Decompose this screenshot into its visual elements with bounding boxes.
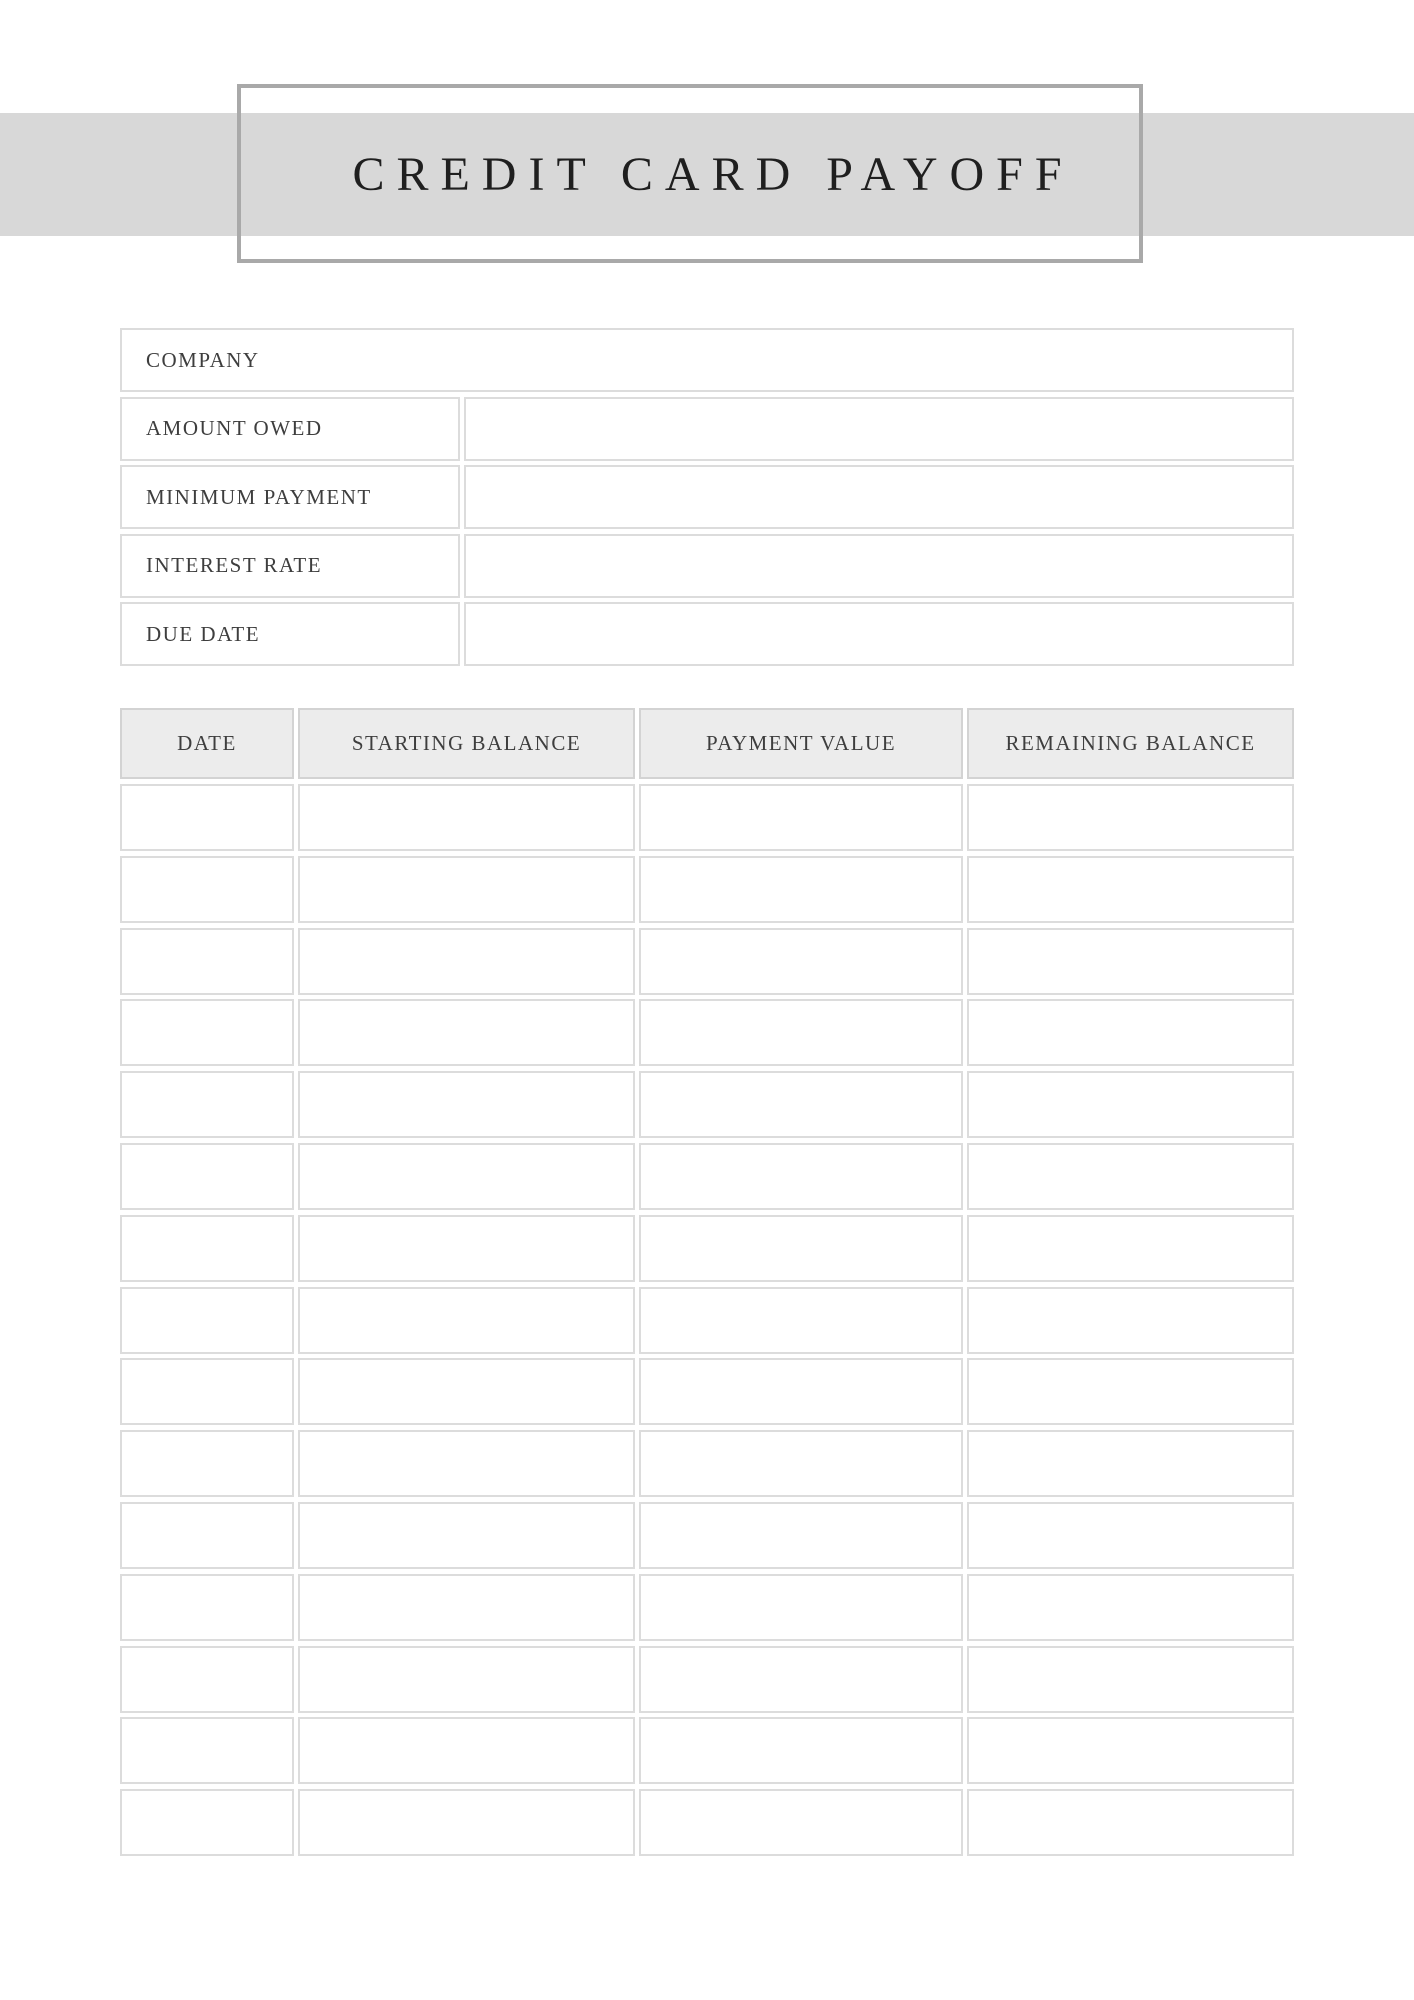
- table-row: [120, 1143, 1294, 1210]
- table-cell[interactable]: [120, 856, 294, 923]
- table-row: [120, 856, 1294, 923]
- payoff-table-header-row: [120, 708, 1294, 779]
- table-cell[interactable]: [639, 784, 963, 851]
- table-cell[interactable]: [120, 1358, 294, 1425]
- table-cell[interactable]: [639, 856, 963, 923]
- minimum-payment-label: MINIMUM PAYMENT: [146, 484, 372, 509]
- table-cell[interactable]: [967, 1574, 1294, 1641]
- table-cell[interactable]: [298, 1358, 635, 1425]
- table-cell[interactable]: [298, 1502, 635, 1569]
- table-cell[interactable]: [298, 1071, 635, 1138]
- table-row: [120, 1215, 1294, 1282]
- table-row: [120, 928, 1294, 995]
- table-cell[interactable]: [639, 1215, 963, 1282]
- table-cell[interactable]: [298, 784, 635, 851]
- info-row-amount-owed: [120, 397, 1294, 461]
- minimum-payment-field[interactable]: [464, 465, 1294, 529]
- table-cell[interactable]: [639, 1358, 963, 1425]
- table-cell[interactable]: [967, 784, 1294, 851]
- info-row-due-date: [120, 602, 1294, 666]
- table-cell[interactable]: [120, 999, 294, 1066]
- due-date-field[interactable]: [464, 602, 1294, 666]
- table-cell[interactable]: [120, 1646, 294, 1713]
- company-label: COMPANY: [146, 347, 260, 372]
- table-cell[interactable]: [639, 1071, 963, 1138]
- payoff-table: [120, 708, 1294, 1856]
- table-cell[interactable]: [298, 999, 635, 1066]
- table-cell[interactable]: [120, 1789, 294, 1856]
- table-cell[interactable]: [639, 1789, 963, 1856]
- table-cell[interactable]: [120, 1502, 294, 1569]
- table-cell[interactable]: [298, 928, 635, 995]
- table-cell[interactable]: [120, 928, 294, 995]
- table-cell[interactable]: [298, 1215, 635, 1282]
- table-cell[interactable]: [298, 1789, 635, 1856]
- table-cell[interactable]: [967, 928, 1294, 995]
- table-cell[interactable]: [967, 1287, 1294, 1354]
- table-cell[interactable]: [120, 784, 294, 851]
- table-cell[interactable]: [639, 1430, 963, 1497]
- column-header-payment-value: PAYMENT VALUE: [639, 708, 963, 779]
- payoff-table-body: [120, 784, 1294, 1856]
- table-cell[interactable]: [639, 1646, 963, 1713]
- table-cell[interactable]: [967, 1071, 1294, 1138]
- column-header-date: DATE: [120, 708, 294, 779]
- table-cell[interactable]: [639, 1717, 963, 1784]
- minimum-payment-label-cell: [120, 465, 460, 529]
- table-cell[interactable]: [120, 1071, 294, 1138]
- amount-owed-label: AMOUNT OWED: [146, 416, 323, 440]
- table-cell[interactable]: [120, 1143, 294, 1210]
- table-cell[interactable]: [967, 1143, 1294, 1210]
- table-row: [120, 1789, 1294, 1856]
- table-cell[interactable]: [639, 928, 963, 995]
- interest-rate-label-cell: [120, 534, 460, 598]
- amount-owed-field[interactable]: [464, 397, 1294, 461]
- table-cell[interactable]: [298, 1430, 635, 1497]
- table-row: [120, 1646, 1294, 1713]
- interest-rate-field[interactable]: [464, 534, 1294, 598]
- title-wrap: [0, 113, 1414, 236]
- due-date-label: DUE DATE: [146, 621, 261, 646]
- table-cell[interactable]: [967, 1502, 1294, 1569]
- account-info-table: [120, 328, 1294, 666]
- table-cell[interactable]: [298, 1143, 635, 1210]
- table-row: [120, 1574, 1294, 1641]
- table-row: [120, 1287, 1294, 1354]
- table-cell[interactable]: [120, 1430, 294, 1497]
- table-cell[interactable]: [298, 856, 635, 923]
- table-cell[interactable]: [967, 1215, 1294, 1282]
- page-title: CREDIT CARD PAYOFF: [352, 148, 1074, 201]
- info-row-interest-rate: [120, 534, 1294, 598]
- table-row: [120, 1358, 1294, 1425]
- table-cell[interactable]: [967, 999, 1294, 1066]
- table-cell[interactable]: [967, 1646, 1294, 1713]
- table-cell[interactable]: [639, 999, 963, 1066]
- table-row: [120, 1717, 1294, 1784]
- table-row: [120, 999, 1294, 1066]
- table-cell[interactable]: [120, 1215, 294, 1282]
- due-date-label-cell: [120, 602, 460, 666]
- table-cell[interactable]: [120, 1574, 294, 1641]
- table-cell[interactable]: [120, 1717, 294, 1784]
- table-cell[interactable]: [639, 1143, 963, 1210]
- table-row: [120, 1430, 1294, 1497]
- table-cell[interactable]: [639, 1287, 963, 1354]
- table-cell[interactable]: [298, 1287, 635, 1354]
- table-cell[interactable]: [120, 1287, 294, 1354]
- info-row-minimum-payment: [120, 465, 1294, 529]
- amount-owed-label-cell: [120, 397, 460, 461]
- table-cell[interactable]: [639, 1574, 963, 1641]
- column-header-starting-balance: STARTING BALANCE: [298, 708, 635, 779]
- table-cell[interactable]: [967, 1358, 1294, 1425]
- company-field[interactable]: [120, 328, 1294, 392]
- table-cell[interactable]: [298, 1717, 635, 1784]
- table-row: [120, 1071, 1294, 1138]
- table-cell[interactable]: [967, 1717, 1294, 1784]
- table-row: [120, 1502, 1294, 1569]
- table-cell[interactable]: [967, 856, 1294, 923]
- info-row-company: [120, 328, 1294, 392]
- table-row: [120, 784, 1294, 851]
- table-cell[interactable]: [298, 1574, 635, 1641]
- table-cell[interactable]: [967, 1789, 1294, 1856]
- column-header-remaining-balance: REMAINING BALANCE: [967, 708, 1294, 779]
- table-cell[interactable]: [298, 1646, 635, 1713]
- table-cell[interactable]: [967, 1430, 1294, 1497]
- interest-rate-label: INTEREST RATE: [146, 553, 323, 577]
- table-cell[interactable]: [639, 1502, 963, 1569]
